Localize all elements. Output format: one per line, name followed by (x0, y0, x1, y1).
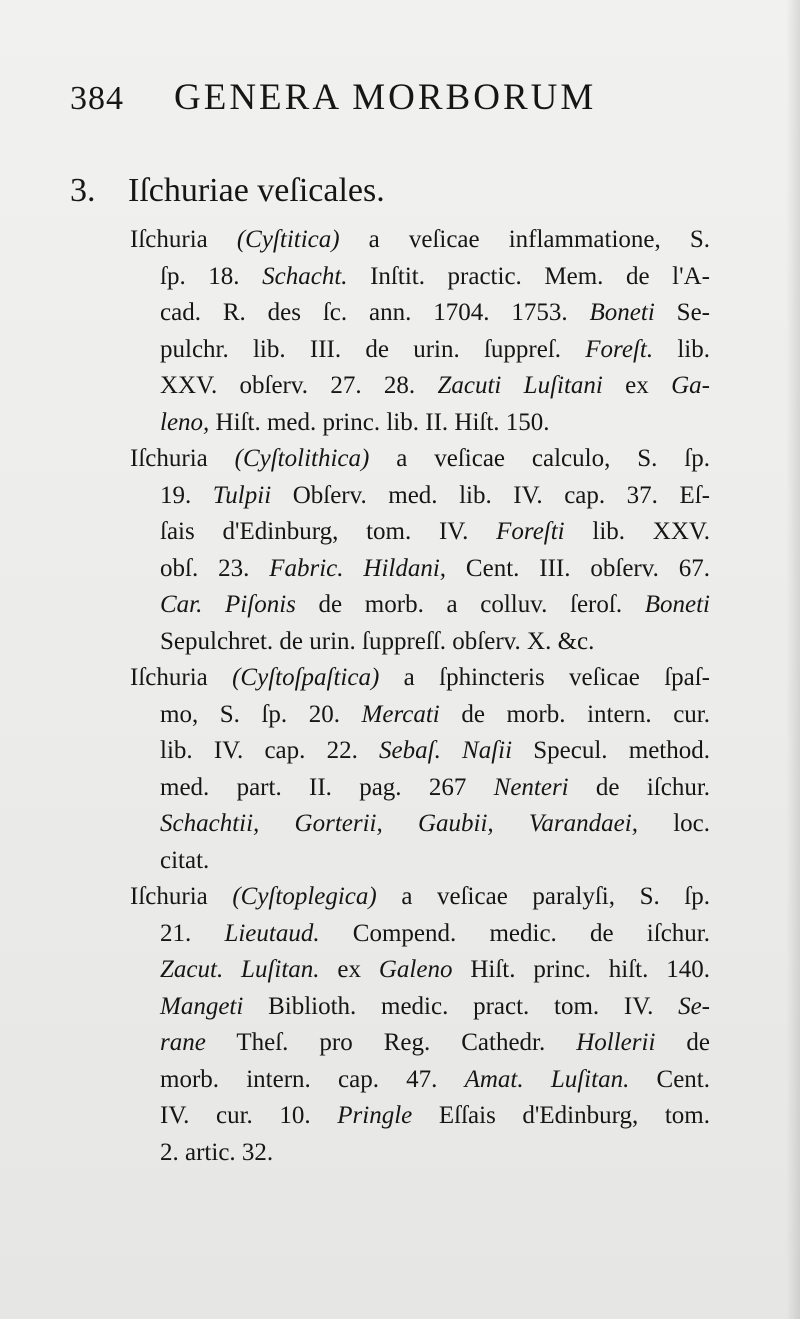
page-number: 384 (70, 80, 124, 117)
text-segment: a ſphincteris veſicae ſpaſ- (379, 664, 711, 691)
italic-text: Foreſti (496, 518, 565, 545)
text-segment: Se- (654, 299, 710, 326)
italic-text: Schacht. (262, 262, 348, 290)
italic-text: Lieutaud. (224, 919, 320, 947)
text-segment: ſais d'Edinburg, tom. IV. (160, 518, 497, 545)
text-line (130, 806, 710, 843)
text-segment: Hiſt. med. princ. lib. II. Hiſt. 150. (209, 408, 550, 436)
entries-list (130, 222, 710, 1171)
text-segment: Compend. medic. de iſchur. (319, 919, 710, 947)
text-segment: XXV. obſerv. 27. 28. (160, 372, 438, 399)
text-line (130, 1135, 710, 1172)
text-segment: Specul. method. (512, 737, 710, 764)
text-line (130, 332, 710, 369)
text-segment: lib. (653, 335, 710, 363)
text-segment: 19. (160, 481, 213, 509)
italic-text: Tulpii (212, 481, 272, 509)
entry-paragraph (130, 879, 710, 1171)
text-segment: Cent. (629, 1065, 711, 1093)
text-segment: de iſchur. (568, 773, 711, 801)
text-line (130, 478, 710, 515)
text-line (130, 514, 710, 551)
text-segment: lib. XXV. (564, 518, 710, 545)
page-header (70, 76, 730, 126)
text-line (130, 989, 710, 1026)
italic-text: Amat. Luſitan. (464, 1065, 630, 1093)
text-segment: Biblioth. medic. pract. tom. IV. (243, 992, 679, 1020)
text-segment: ex (602, 372, 672, 399)
section-heading (70, 172, 385, 210)
text-segment: 2. artic. 32. (160, 1138, 274, 1166)
text-line (130, 222, 710, 259)
text-segment: Iſchuria (130, 445, 235, 472)
text-segment: de morb. a colluv. ſeroſ. (295, 591, 645, 618)
italic-text: (Cyſtitica) (236, 226, 340, 253)
italic-text: Zacuti Luſitani (437, 372, 603, 399)
text-segment: a veſicae inflammatione, S. (339, 226, 710, 253)
italic-text: Mercati (361, 700, 440, 728)
text-segment: cad. R. des ſc. ann. 1704. 1753. (160, 299, 590, 326)
italic-text: Hollerii (576, 1029, 656, 1056)
text-line (130, 624, 710, 661)
text-line (130, 879, 710, 916)
entry-paragraph (130, 222, 710, 441)
text-segment: Iſchuria (130, 226, 237, 253)
italic-text: leno, (160, 408, 210, 436)
text-segment: Iſchuria (130, 664, 233, 691)
text-segment: mo, S. ſp. 20. (160, 700, 362, 728)
italic-text: Schachtii, Gorterii, Gaubii, Varandaei, (160, 810, 638, 837)
text-segment: Obſerv. med. lib. IV. cap. 37. Eſ- (271, 481, 710, 509)
text-segment: citat. (160, 846, 210, 874)
text-line (130, 660, 710, 697)
section-title: Iſchuriae veſicales. (128, 172, 385, 209)
text-segment: Sepulchret. de urin. ſuppreſſ. obſerv. X. &c. (160, 627, 595, 655)
text-segment: Cent. III. obſerv. 67. (446, 554, 711, 582)
italic-text: Pringle (337, 1102, 413, 1129)
italic-text: (Cyſtoſpaſtica) (232, 664, 380, 691)
text-line (130, 952, 710, 989)
italic-text: Car. Piſonis (160, 591, 296, 618)
italic-text: (Cyſtoplegica) (232, 883, 377, 910)
text-segment: loc. (637, 810, 710, 837)
section-number: 3. (70, 172, 96, 209)
italic-text: Boneti (589, 299, 655, 326)
text-line (130, 405, 710, 442)
italic-text: Galeno (378, 956, 453, 983)
text-segment: de morb. intern. cur. (439, 700, 710, 728)
text-segment: 21. (160, 919, 225, 947)
text-segment: de (655, 1029, 710, 1056)
italic-text: Nenteri (493, 773, 569, 801)
text-segment: lib. IV. cap. 22. (160, 737, 380, 764)
text-line (130, 843, 710, 880)
italic-text: (Cyſtolithica) (234, 445, 370, 472)
text-segment: ſp. 18. (160, 262, 263, 290)
text-line (130, 1025, 710, 1062)
text-segment: a veſicae calculo, S. ſp. (369, 445, 711, 472)
text-line (130, 441, 710, 478)
text-segment: Iſchuria (130, 883, 233, 910)
italic-text: Sebaſ. Naſii (379, 737, 513, 764)
text-line (130, 295, 710, 332)
text-segment: obſ. 23. (160, 554, 270, 582)
italic-text: Foreſt. (585, 335, 654, 363)
text-line (130, 697, 710, 734)
entry-paragraph (130, 660, 710, 879)
entry-paragraph (130, 441, 710, 660)
text-segment: IV. cur. 10. (160, 1102, 338, 1129)
text-line (130, 587, 710, 624)
text-line (130, 1062, 710, 1099)
running-title: GENERA MORBORUM (174, 77, 597, 118)
text-segment: Theſ. pro Reg. Cathedr. (205, 1029, 577, 1056)
italic-text: Se- (678, 992, 710, 1020)
text-line (130, 368, 710, 405)
text-segment: ex (319, 956, 379, 983)
text-line (130, 916, 710, 953)
text-segment: morb. intern. cap. 47. (160, 1065, 465, 1093)
italic-text: rane (160, 1029, 206, 1056)
text-segment: med. part. II. pag. 267 (160, 773, 494, 801)
text-line (130, 733, 710, 770)
italic-text: Boneti (644, 591, 710, 618)
text-segment: a veſicae paralyſi, S. ſp. (376, 883, 711, 910)
italic-text: Fabric. Hildani, (269, 554, 447, 582)
text-segment: Hiſt. princ. hiſt. 140. (452, 956, 710, 983)
page-edge-shadow (786, 0, 800, 1319)
italic-text: Ga- (671, 372, 710, 399)
italic-text: Mangeti (160, 992, 244, 1020)
text-segment: pulchr. lib. III. de urin. ſuppreſ. (160, 335, 586, 363)
text-line (130, 770, 710, 807)
text-segment: Eſſais d'Edinburg, tom. (412, 1102, 710, 1129)
text-line (130, 1098, 710, 1135)
text-line (130, 259, 710, 296)
text-segment: Inſtit. practic. Mem. de l'A- (347, 262, 711, 290)
italic-text: Zacut. Luſitan. (160, 956, 320, 983)
text-line (130, 551, 710, 588)
